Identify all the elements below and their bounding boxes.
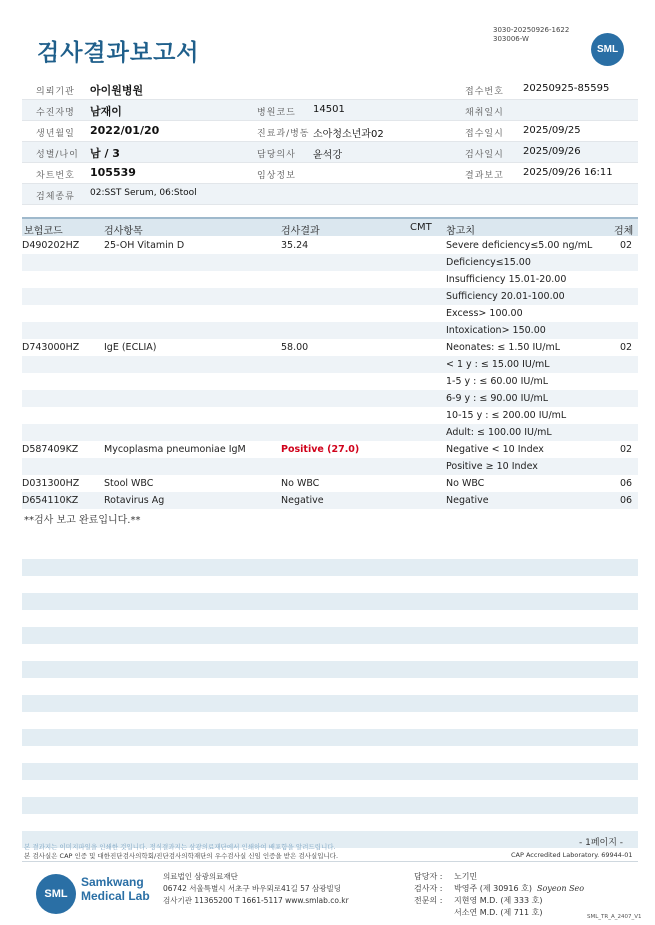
specimen-label: 검체종류 <box>36 192 75 202</box>
certification-note: 본 검사실은 CAP 인증 및 대한진단검사의학회/진단검사의학재단의 우수검사실 신임 인증을 받은 검사실입니다. <box>24 852 339 860</box>
staff-block <box>414 871 542 919</box>
hospital-value: 아이원병원 <box>90 84 144 97</box>
specimen-cell: 06 <box>620 478 633 489</box>
col-code-header: 보험코드 <box>24 226 63 237</box>
address-line-1: 의료법인 삼광의료재단 <box>163 872 238 881</box>
test-date-label: 검사일시 <box>465 150 504 160</box>
address-line-3: 검사기관 11365200 T 1661-5117 www.smlab.co.kr <box>163 896 349 905</box>
document-code-2: 303006-W <box>493 35 529 43</box>
test-code-cell: D031300HZ <box>22 478 80 489</box>
form-number: SML_TR_A_2407_V1 <box>587 914 642 920</box>
sex-age-value: 남 / 3 <box>90 147 120 160</box>
test-result-cell: 58.00 <box>281 342 309 353</box>
brand-name <box>81 875 150 903</box>
test-name-cell: Stool WBC <box>104 478 154 489</box>
dob-value: 2022/01/20 <box>90 124 160 137</box>
results-header <box>22 217 638 236</box>
reference-range-cell: 1-5 y : ≤ 60.00 IU/mL <box>446 376 549 387</box>
table-row <box>22 305 638 322</box>
specimen-cell: 02 <box>620 342 633 353</box>
reference-range-cell: Neonates: ≤ 1.50 IU/mL <box>446 342 560 353</box>
lab-address <box>163 871 349 907</box>
specimen-cell: 02 <box>620 444 633 455</box>
empty-row <box>22 661 638 678</box>
reference-range-cell: Intoxication> 150.00 <box>446 325 546 336</box>
test-date-value: 2025/09/26 <box>523 146 581 157</box>
chart-label: 차트번호 <box>36 171 75 181</box>
table-row <box>22 475 638 492</box>
col-cmt-header: CMT <box>410 222 432 233</box>
reference-range-cell: No WBC <box>446 478 485 489</box>
reference-range-cell: Severe deficiency≤5.00 ng/mL <box>446 240 593 251</box>
table-row <box>22 373 638 390</box>
page-number: - 1페이지 - <box>579 838 624 848</box>
test-name-cell: Mycoplasma pneumoniae IgM <box>104 444 246 455</box>
table-row <box>22 441 638 458</box>
report-title: 검사결과보고서 <box>37 40 200 66</box>
table-row <box>22 237 638 254</box>
specimen-cell: 02 <box>620 240 633 251</box>
patient-label: 수진자명 <box>36 108 75 118</box>
empty-row <box>22 695 638 712</box>
info-row-sex-age <box>22 142 638 163</box>
specimen-cell: 06 <box>620 495 633 506</box>
document-code-1: 3030-20250926-1622 <box>493 26 570 34</box>
empty-row <box>22 729 638 746</box>
table-row <box>22 390 638 407</box>
document-codes <box>493 26 569 44</box>
table-row <box>22 407 638 424</box>
info-row-patient <box>22 100 638 121</box>
collect-label: 채취일시 <box>465 108 504 118</box>
table-row <box>22 492 638 509</box>
col-ref-header: 참고치 <box>446 226 475 237</box>
brand-line-2: Medical Lab <box>81 889 150 903</box>
reference-range-cell: < 1 y : ≤ 15.00 IU/mL <box>446 359 550 370</box>
test-name-cell: IgE (ECLIA) <box>104 342 157 353</box>
reference-range-cell: Positive ≥ 10 Index <box>446 461 538 472</box>
patient-info-table <box>22 79 638 205</box>
completion-message: **검사 보고 완료입니다.** <box>24 515 141 526</box>
reference-range-cell: Excess> 100.00 <box>446 308 523 319</box>
tester-label: 검사자 : <box>414 884 443 893</box>
specimen-value: 02:SST Serum, 06:Stool <box>90 188 197 198</box>
info-row-hospital <box>22 79 638 100</box>
info-row-dob <box>22 121 638 142</box>
test-name-cell: Rotavirus Ag <box>104 495 165 506</box>
reference-range-cell: 10-15 y : ≤ 200.00 IU/mL <box>446 410 567 421</box>
chart-value: 105539 <box>90 166 136 179</box>
reference-range-cell: Deficiency≤15.00 <box>446 257 531 268</box>
reference-range-cell: Insufficiency 15.01-20.00 <box>446 274 567 285</box>
cap-accreditation: CAP Accredited Laboratory. 69944-01 <box>511 851 633 859</box>
sex-age-label: 성별/나이 <box>36 150 79 160</box>
reference-range-cell: Negative <box>446 495 489 506</box>
empty-row <box>22 593 638 610</box>
doctor-label: 담당의사 <box>257 150 296 160</box>
receipt-date-label: 접수일시 <box>465 129 504 139</box>
table-row <box>22 424 638 441</box>
receipt-date-value: 2025/09/25 <box>523 125 581 136</box>
test-result-cell: Negative <box>281 495 324 506</box>
col-result-header: 검사결과 <box>281 226 320 237</box>
reference-range-cell: Adult: ≤ 100.00 IU/mL <box>446 427 552 438</box>
test-result-cell: Positive (27.0) <box>281 444 360 455</box>
expert-value-1: 지현영 M.D. (제 333 호) <box>454 896 543 905</box>
dept-label: 진료과/병동 <box>257 129 310 139</box>
test-code-cell: D654110KZ <box>22 495 79 506</box>
reference-range-cell: Sufficiency 20.01-100.00 <box>446 291 565 302</box>
reference-range-cell: Negative < 10 Index <box>446 444 544 455</box>
test-result-cell: No WBC <box>281 478 320 489</box>
hosp-code-value: 14501 <box>313 104 345 115</box>
table-row <box>22 271 638 288</box>
manager-label: 담당자 : <box>414 872 443 881</box>
disclaimer-note: 본 결과지는 이미지파일을 인쇄한 것입니다. 정식결과지는 삼광의료재단에서 인쇄하여 배포함을 알려드립니다. <box>24 843 336 851</box>
doctor-value: 윤석강 <box>313 150 342 161</box>
col-item-header: 검사항목 <box>104 226 143 237</box>
signature: Soyeon Seo <box>537 884 585 893</box>
receipt-no-label: 접수번호 <box>465 87 504 97</box>
test-code-cell: D743000HZ <box>22 342 80 353</box>
dob-label: 생년월일 <box>36 129 75 139</box>
table-row <box>22 288 638 305</box>
table-row <box>22 254 638 271</box>
empty-row <box>22 559 638 576</box>
dept-value: 소아청소년과02 <box>313 129 384 140</box>
footer-divider <box>22 861 638 862</box>
table-row <box>22 458 638 475</box>
test-code-cell: D587409KZ <box>22 444 79 455</box>
results-table <box>22 237 638 509</box>
test-name-cell: 25-OH Vitamin D <box>104 240 185 251</box>
report-value: 2025/09/26 16:11 <box>523 167 613 178</box>
empty-row <box>22 797 638 814</box>
patient-value: 남재이 <box>90 105 122 118</box>
empty-row <box>22 627 638 644</box>
sml-footer-logo-icon: SML <box>36 874 76 914</box>
sml-logo-icon: SML <box>591 33 624 66</box>
hosp-code-label: 병원코드 <box>257 108 296 118</box>
col-specimen-header: 검체 <box>614 226 634 237</box>
address-line-2: 06742 서울특별시 서초구 바우뫼로41길 57 삼광빌딩 <box>163 884 342 893</box>
report-label: 결과보고 <box>465 171 504 181</box>
reference-range-cell: 6-9 y : ≤ 90.00 IU/mL <box>446 393 549 404</box>
expert-label: 전문의 : <box>414 896 443 905</box>
receipt-no-value: 20250925-85595 <box>523 83 610 94</box>
manager-value: 노기민 <box>454 872 478 881</box>
clinical-label: 임상정보 <box>257 171 296 181</box>
test-result-cell: 35.24 <box>281 240 309 251</box>
info-row-chart <box>22 163 638 184</box>
test-code-cell: D490202HZ <box>22 240 80 251</box>
expert-value-2: 서소연 M.D. (제 711 호) <box>454 908 543 917</box>
tester-value: 박영주 (제 30916 호) <box>454 884 532 893</box>
table-row <box>22 356 638 373</box>
info-row-specimen <box>22 184 638 205</box>
hospital-label: 의뢰기관 <box>36 87 75 97</box>
empty-row <box>22 763 638 780</box>
table-row <box>22 322 638 339</box>
table-row <box>22 339 638 356</box>
brand-line-1: Samkwang <box>81 875 144 889</box>
